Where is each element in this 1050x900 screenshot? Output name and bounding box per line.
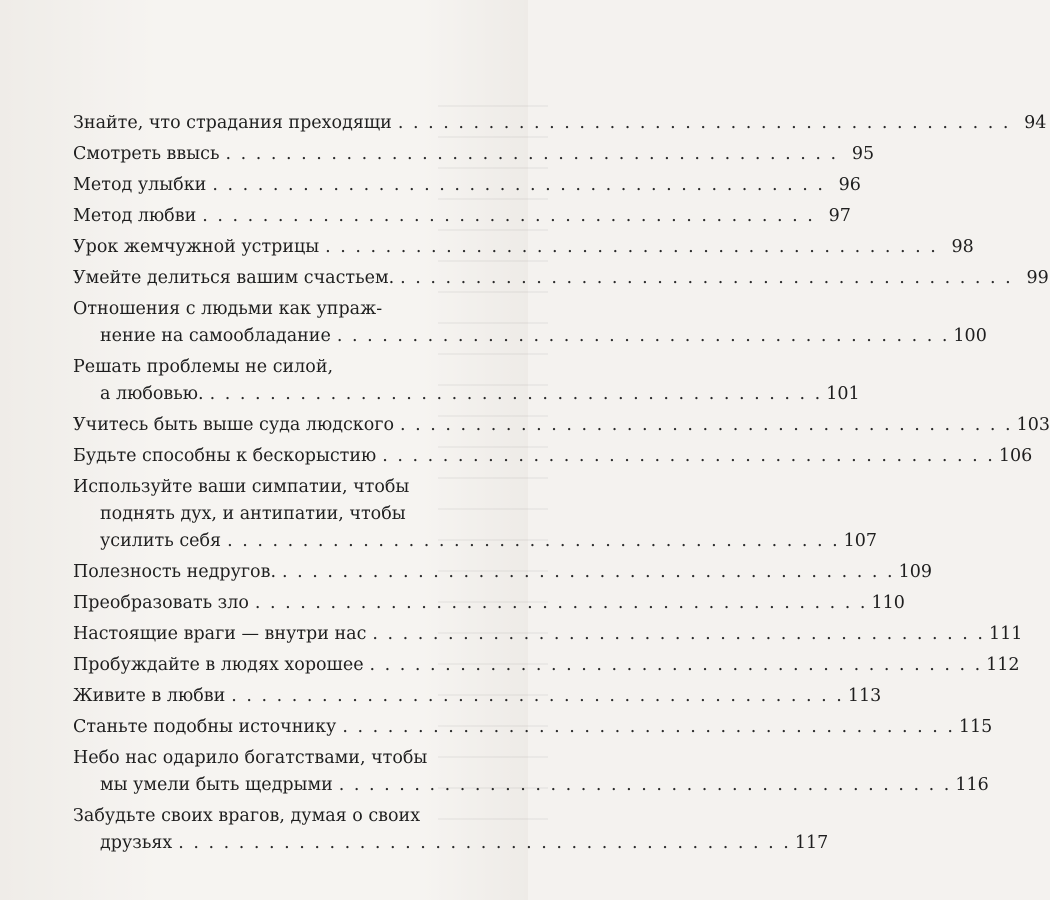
toc-entry <box>73 141 875 168</box>
toc-entry-line <box>73 141 875 168</box>
toc-entry-title: Полезность недругов. <box>73 562 277 582</box>
toc-entry <box>73 590 905 617</box>
toc-entry <box>73 110 1047 137</box>
toc-entry-line <box>73 354 491 381</box>
toc-leader-dots: . . . . . . . . . . . . . . . . . . . . . . . . . . . . . . . . . . . . . . . . . <box>400 415 1013 435</box>
toc-entry-title: Метод улыбки <box>73 175 207 195</box>
toc-entry-line <box>73 772 989 799</box>
toc-page-number: 117 <box>794 833 829 853</box>
toc-entry-title: Смотреть ввысь <box>73 144 220 164</box>
toc-entry-title: мы умели быть щедрыми <box>100 775 333 795</box>
toc-entry-line <box>73 443 1033 470</box>
toc-page-number: 98 <box>951 237 974 257</box>
toc-page-number: 96 <box>838 175 861 195</box>
toc-leader-dots: . . . . . . . . . . . . . . . . . . . . . . . . . . . . . . . . . . . . . . . . . <box>338 775 952 795</box>
toc-entry <box>73 296 987 350</box>
toc-entry-title: Станьте подобны источнику <box>73 717 337 737</box>
toc-page-number: 115 <box>958 717 993 737</box>
toc-page-number: 100 <box>953 326 987 346</box>
toc-entry-line <box>73 323 987 350</box>
toc-entry-line <box>73 381 860 408</box>
toc-page-number: 116 <box>955 775 989 795</box>
toc-entry-title: Используйте ваши симпатии, чтобы <box>73 477 410 497</box>
toc-leader-dots: . . . . . . . . . . . . . . . . . . . . . . . . . . . . . . . . . . . . . . . . . <box>397 113 1011 133</box>
toc-leader-dots: . . . . . . . . . . . . . . . . . . . . . . . . . . . . . . . . . . . . . . . . . <box>342 717 955 737</box>
toc-entry-line <box>73 621 1023 648</box>
toc-entry-line <box>73 714 993 741</box>
toc-entry-title: Урок жемчужной устрицы <box>73 237 320 257</box>
toc-page-number: 95 <box>851 144 875 164</box>
toc-leader-dots: . . . . . . . . . . . . . . . . . . . . . . . . . . . . . . . . . . . . . . . . . <box>178 833 791 853</box>
toc-page-number: 94 <box>1024 113 1047 133</box>
toc-entry <box>73 683 882 710</box>
toc-entry-title: Решать проблемы не силой, <box>73 357 334 377</box>
toc-page-number: 107 <box>843 531 878 551</box>
toc-entry <box>73 803 829 857</box>
toc-entry <box>73 652 1020 679</box>
toc-entry-line <box>73 203 851 230</box>
toc-entry-line <box>73 590 905 617</box>
toc-entry-title: а любовью. <box>100 384 204 404</box>
toc-leader-dots: . . . . . . . . . . . . . . . . . . . . . . . . . . . . . . . . . . . . . . . . . <box>225 144 839 164</box>
toc-page-number: 112 <box>986 655 1020 675</box>
toc-leader-dots: . . . . . . . . . . . . . . . . . . . . . . . . . . . . . . . . . . . . . . . . . <box>212 175 825 195</box>
toc-page-number: 111 <box>988 624 1023 644</box>
toc-page-number: 97 <box>828 206 851 226</box>
table-of-contents <box>73 110 1050 861</box>
toc-entry-title: усилить себя <box>100 531 222 551</box>
toc-entry-title: Знайте, что страдания преходящи <box>73 113 392 133</box>
toc-entry-line <box>73 265 1049 292</box>
toc-entry-line <box>73 474 491 501</box>
toc-page-number: 99 <box>1026 268 1049 288</box>
toc-entry-title: Метод любви <box>73 206 197 226</box>
toc-entry-title: Пробуждайте в людях хорошее <box>73 655 364 675</box>
toc-entry-line <box>73 501 491 528</box>
toc-entry-title: Небо нас одарило богатствами, чтобы <box>73 748 428 768</box>
toc-entry-line <box>73 234 974 261</box>
toc-entry-line <box>73 412 1050 439</box>
toc-entry <box>73 474 878 555</box>
toc-entry <box>73 559 933 586</box>
toc-entry-line <box>73 296 491 323</box>
toc-leader-dots: . . . . . . . . . . . . . . . . . . . . . . . . . . . . . . . . . . . . . . . . . <box>336 326 950 346</box>
toc-leader-dots: . . . . . . . . . . . . . . . . . . . . . . . . . . . . . . . . . . . . . . . . . <box>227 531 840 551</box>
toc-leader-dots: . . . . . . . . . . . . . . . . . . . . . . . . . . . . . . . . . . . . . . . . . <box>400 268 1013 288</box>
toc-entry-title: Живите в любви <box>73 686 226 706</box>
toc-entry-line <box>73 110 1047 137</box>
toc-entry-line <box>73 683 882 710</box>
toc-entry <box>73 745 989 799</box>
toc-leader-dots: . . . . . . . . . . . . . . . . . . . . . . . . . . . . . . . . . . . . . . . . . <box>254 593 868 613</box>
toc-entry-line <box>73 803 491 830</box>
toc-leader-dots: . . . . . . . . . . . . . . . . . . . . . . . . . . . . . . . . . . . . . . . . . <box>325 237 938 257</box>
toc-entry-title: Забудьте своих врагов, думая о своих <box>73 806 421 826</box>
toc-page-number: 106 <box>998 446 1033 466</box>
toc-entry <box>73 203 851 230</box>
toc-entry <box>73 621 1023 648</box>
toc-page-number: 103 <box>1016 415 1050 435</box>
toc-entry-line <box>73 559 933 586</box>
toc-entry-title: Будьте способны к бескорыстию <box>73 446 377 466</box>
toc-entry-title: поднять дух, и антипатии, чтобы <box>100 504 406 524</box>
toc-entry-line <box>73 172 861 199</box>
toc-leader-dots: . . . . . . . . . . . . . . . . . . . . . . . . . . . . . . . . . . . . . . . . . <box>231 686 844 706</box>
toc-entry-title: Настоящие враги — внутри нас <box>73 624 367 644</box>
toc-leader-dots: . . . . . . . . . . . . . . . . . . . . . . . . . . . . . . . . . . . . . . . . . <box>372 624 985 644</box>
toc-leader-dots: . . . . . . . . . . . . . . . . . . . . . . . . . . . . . . . . . . . . . . . . . <box>202 206 815 226</box>
toc-entry <box>73 265 1049 292</box>
toc-page-number: 101 <box>826 384 860 404</box>
toc-entry-title: друзьях <box>100 833 173 853</box>
toc-entry-line <box>73 528 878 555</box>
toc-entry-title: нение на самообладание <box>100 326 331 346</box>
toc-entry <box>73 234 974 261</box>
toc-leader-dots: . . . . . . . . . . . . . . . . . . . . . . . . . . . . . . . . . . . . . . . . . <box>382 446 995 466</box>
toc-entry <box>73 412 1050 439</box>
toc-entry <box>73 714 993 741</box>
toc-entry-title: Учитесь быть выше суда людского <box>73 415 394 435</box>
toc-entry-line <box>73 745 491 772</box>
toc-page-number: 109 <box>898 562 933 582</box>
toc-leader-dots: . . . . . . . . . . . . . . . . . . . . . . . . . . . . . . . . . . . . . . . . . <box>209 384 823 404</box>
toc-leader-dots: . . . . . . . . . . . . . . . . . . . . . . . . . . . . . . . . . . . . . . . . . <box>282 562 895 582</box>
toc-leader-dots: . . . . . . . . . . . . . . . . . . . . . . . . . . . . . . . . . . . . . . . . . <box>369 655 983 675</box>
toc-entry-title: Умейте делиться вашим счастьем. <box>73 268 395 288</box>
toc-entry-title: Преобразовать зло <box>73 593 249 613</box>
toc-entry-line <box>73 652 1020 679</box>
toc-page-number: 110 <box>871 593 905 613</box>
toc-entry <box>73 354 860 408</box>
toc-entry <box>73 443 1033 470</box>
toc-page-number: 113 <box>847 686 882 706</box>
toc-entry-title: Отношения с людьми как упраж- <box>73 299 383 319</box>
toc-entry-line <box>73 830 829 857</box>
toc-entry <box>73 172 861 199</box>
